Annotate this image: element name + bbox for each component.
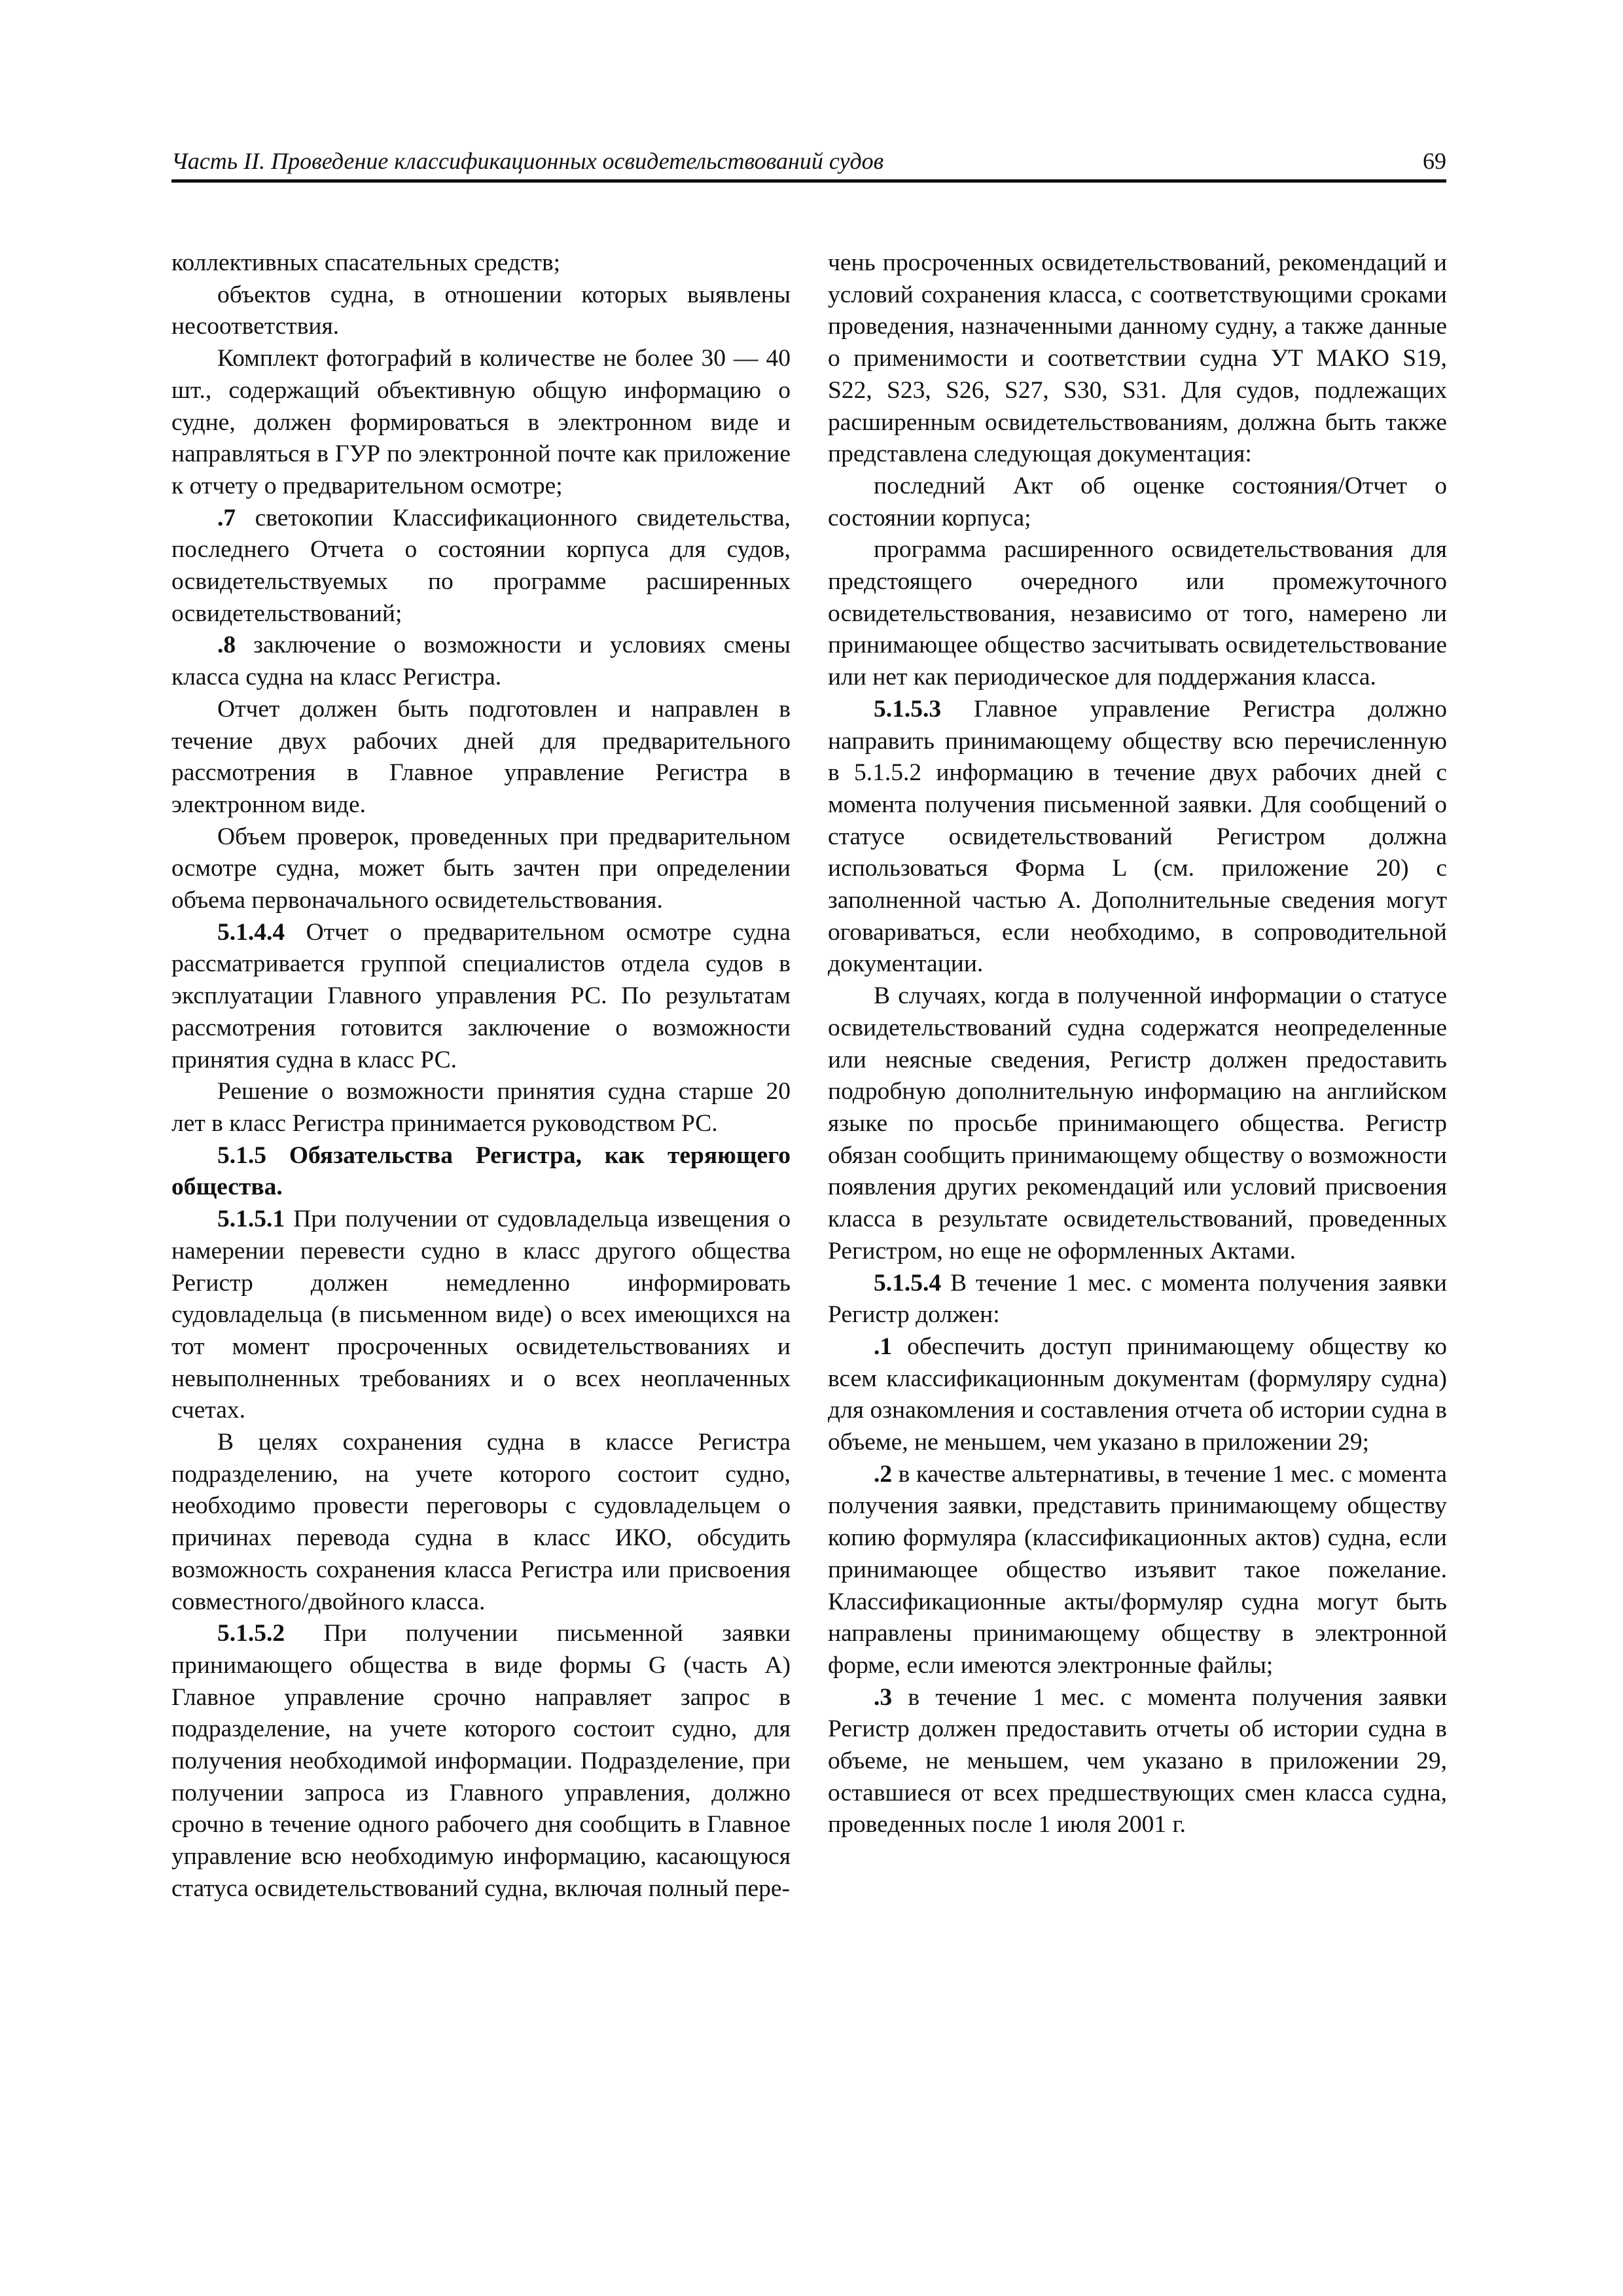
running-title: Часть II. Проведение классификационных освидетельствований судов <box>171 148 884 174</box>
page-number: 69 <box>1423 148 1446 174</box>
clause: 5.1.5.2 При получении письменной заявки принимающего общества в виде формы G (часть A) Главное управление срочно направляет запрос в подразделение, на учете которого состоит судно, для получения необходимой информации. Подразделение, при получении запроса из Главного управления, должно срочно в течение одного рабочего дня сообщить в Главное управление всю необходимую информацию, касающуюся статуса освидетельствований судна, включая полный пере- <box>171 1620 791 1902</box>
paragraph: коллективных спасательных средств; <box>171 249 561 276</box>
paragraph: Объем проверок, проведенных при предварительном осмотре судна, может быть зачтен при определении объема первоначального освидетельствования. <box>171 823 791 914</box>
list-item: .8 заключение о возможности и условиях смены класса судна на класс Регистра. <box>171 632 791 691</box>
list-item: .2 в качестве альтернативы, в течение 1 мес. с момента получения заявки, представить принимающему обществу копию формуляра (классификационных актов) судна, если принимающее общество изъявит такое пожелание. Классификационные акты/формуляр судна могут быть направлены принимающему обществу в электронной форме, если имеются электронные файлы; <box>828 1460 1447 1679</box>
paragraph: Отчет должен быть подготовлен и направлен в течение двух рабочих дней для предварительного рассмотрения в Главное управление Регистра в электронном виде. <box>171 695 791 818</box>
clause: 5.1.4.4 Отчет о предварительном осмотре судна рассматривается группой специалистов отдела судов в эксплуатации Главного управления РС. По результатам рассмотрения готовится заключение о возможности принятия судна в класс РС. <box>171 918 791 1073</box>
paragraph: последний Акт об оценке состояния/Отчет о состоянии корпуса; <box>828 472 1447 531</box>
item-number: .2 <box>874 1460 893 1488</box>
item-number: .1 <box>874 1333 893 1360</box>
clause: 5.1.5.1 При получении от судовладельца извещения о намерении перевести судно в класс другого общества Регистр должен немедленно информировать судовладельца (в письменном виде) о всех имеющихся на тот момент просроченных освидетельствованиях и невыполненных требованиях и о всех неоплаченных счетах. <box>171 1206 791 1424</box>
clause-number: 5.1.5.3 <box>874 695 942 723</box>
paragraph: В целях сохранения судна в классе Регистра подразделению, на учете которого состоит судно, необходимо провести переговоры с судовладельцем о причинах перевода судна в класс ИКО, обсудить возможность сохранения класса Регистра или присвоения совместного/двойного класса. <box>171 1429 791 1615</box>
clause-number: 5.1.4.4 <box>217 918 285 946</box>
item-number: .7 <box>217 504 236 531</box>
paragraph: Решение о возможности принятия судна старше 20 лет в класс Регистра принимается руководством РС. <box>171 1078 791 1137</box>
right-column <box>828 247 1447 1841</box>
paragraph: программа расширенного освидетельствования для предстоящего очередного или промежуточного освидетельствования, независимо от того, намерено ли принимающее общество засчитывать освидетельствование или нет как периодическое для поддержания класса. <box>828 536 1447 691</box>
paragraph: объектов судна, в отношении которых выявлены несоответствия. <box>171 281 791 340</box>
list-item: .1 обеспечить доступ принимающему обществу ко всем классификационным документам (формуляру судна) для ознакомления и составления отчета об истории судна в объеме, не меньшем, чем указано в приложении 29; <box>828 1333 1447 1456</box>
clause-number: 5.1.5.4 <box>874 1269 942 1297</box>
clause: 5.1.5.3 Главное управление Регистра должно направить принимающему обществу всю перечисленную в 5.1.5.2 информацию в течение двух рабочих дней с момента получения письменной заявки. Для сообщений о статусе освидетельствований Регистром должна использоваться Форма L (см. приложение 20) с заполненной частью A. Дополнительные сведения могут оговариваться, если необходимо, в сопроводительной документации. <box>828 695 1447 978</box>
page-header <box>171 143 1446 183</box>
item-number: .3 <box>874 1683 893 1711</box>
item-number: .8 <box>217 632 236 659</box>
section-heading: 5.1.5 Обязательства Регистра, как теряющего общества. <box>171 1141 791 1201</box>
paragraph: Комплект фотографий в количестве не более 30 — 40 шт., содержащий объективную общую информацию о судне, должен формироваться в электронном виде и направляться в ГУР по электронной почте как приложение к отчету о предварительном осмотре; <box>171 345 791 499</box>
left-column <box>171 247 791 1905</box>
clause: 5.1.5.4 В течение 1 мес. с момента получения заявки Регистр должен: <box>828 1269 1447 1329</box>
clause-number: 5.1.5.1 <box>217 1206 285 1233</box>
paragraph: В случаях, когда в полученной информации о статусе освидетельствований судна содержатся неопределенные или неясные сведения, Регистр должен предоставить подробную дополнительную информацию на английском языке по просьбе принимающего общества. Регистр обязан сообщить принимающему обществу о возможности появления других рекомендаций или условий присвоения класса в результате освидетельствований, проведенных Регистром, но еще не оформленных Актами. <box>828 982 1447 1265</box>
list-item: .3 в течение 1 мес. с момента получения заявки Регистр должен предоставить отчеты об истории судна в объеме, не меньшем, чем указано в приложении 29, оставшиеся от всех предшествующих смен класса судна, проведенных после 1 июля 2001 г. <box>828 1683 1447 1839</box>
clause-number: 5.1.5.2 <box>217 1620 285 1647</box>
list-item: .7 светокопии Классификационного свидетельства, последнего Отчета о состоянии корпуса для судов, освидетельствуемых по программе расширенных освидетельствований; <box>171 504 791 627</box>
paragraph: чень просроченных освидетельствований, рекомендаций и условий сохранения класса, с соответствующими сроками проведения, назначенными данному судну, а также данные о применимости и соответствии судна УТ МАКО S19, S22, S23, S26, S27, S30, S31. Для судов, подлежащих расширенным освидетельствованиям, должна быть также представлена следующая документация: <box>828 249 1447 468</box>
